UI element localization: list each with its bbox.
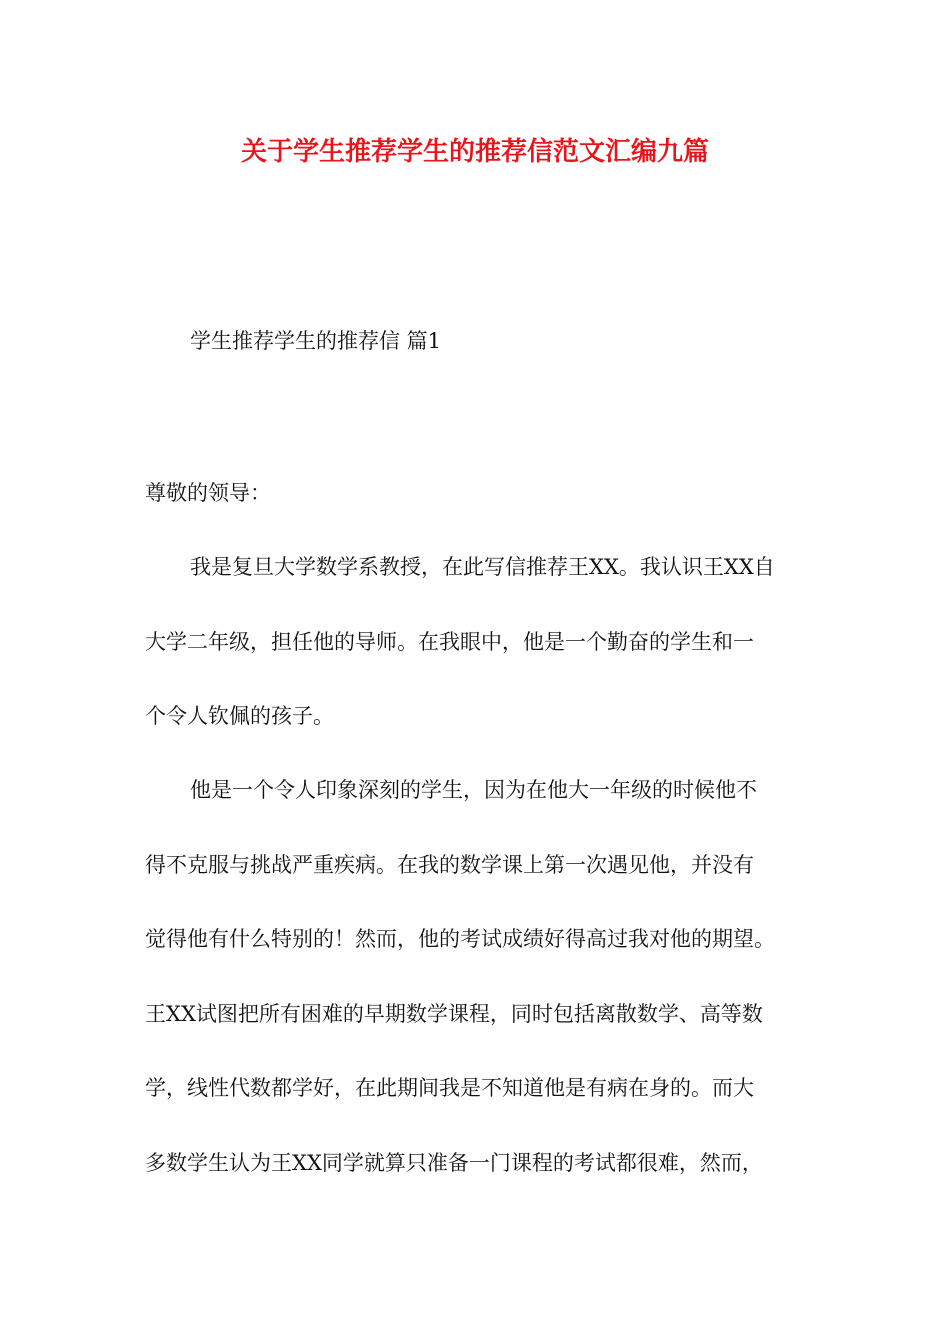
body-line: 学，线性代数都学好，在此期间我是不知道他是有病在身的。而大 bbox=[145, 1076, 754, 1100]
section-heading: 学生推荐学生的推荐信 篇1 bbox=[190, 329, 442, 353]
body-line: 得不克服与挑战严重疾病。在我的数学课上第一次遇见他，并没有 bbox=[145, 853, 754, 877]
body-line: 我是复旦大学数学系教授，在此写信推荐王XX。我认识王XX自 bbox=[190, 555, 775, 579]
document-title: 关于学生推荐学生的推荐信范文汇编九篇 bbox=[240, 137, 709, 167]
body-line: 个令人钦佩的孩子。 bbox=[145, 704, 334, 728]
salutation: 尊敬的领导： bbox=[145, 481, 271, 505]
body-line: 多数学生认为王XX同学就算只准备一门课程的考试都很难，然而， bbox=[145, 1151, 763, 1175]
body-line: 觉得他有什么特别的！然而，他的考试成绩好得高过我对他的期望。 bbox=[145, 927, 775, 951]
body-line: 他是一个令人印象深刻的学生，因为在他大一年级的时候他不 bbox=[190, 778, 757, 802]
body-line: 王XX试图把所有困难的早期数学课程，同时包括离散数学、高等数 bbox=[145, 1002, 763, 1026]
body-line: 大学二年级，担任他的导师。在我眼中，他是一个勤奋的学生和一 bbox=[145, 630, 754, 654]
